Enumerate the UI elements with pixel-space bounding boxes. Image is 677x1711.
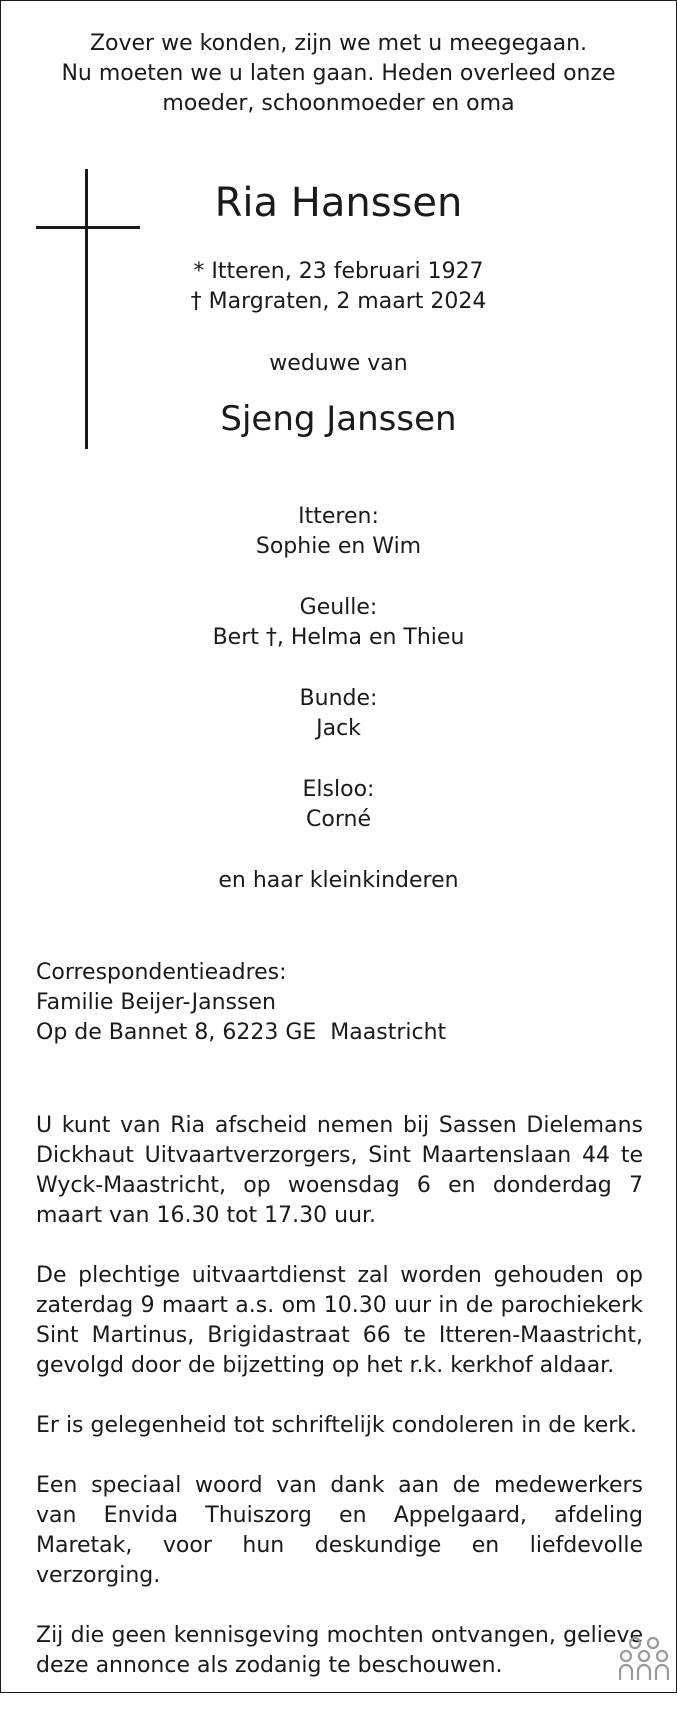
- family-names: Jack: [316, 716, 361, 741]
- family-group: [1, 684, 676, 744]
- condolence-paragraph: Er is gelegenheid tot schriftelijk condoleren in de kerk.: [36, 1413, 638, 1438]
- death-date: † Margraten, 2 maart 2024: [190, 289, 487, 314]
- family-group: [1, 593, 676, 653]
- correspondence-street: Op de Bannet 8, 6223 GE Maastricht: [36, 1020, 447, 1045]
- intro-line: Nu moeten we u laten gaan. Heden overleed onze: [61, 61, 616, 86]
- service-paragraph: De plechtige uitvaartdienst zal worden gehouden op zaterdag 9 maart a.s. om 10.30 uur in de parochiekerk Sint Martinus, Brigidastraat 66 te Itteren-Maastricht, gevolgd door de bijzetting op het r.k. kerkhof aldaar.: [36, 1263, 643, 1378]
- family-names: Bert †, Helma en Thieu: [212, 625, 465, 650]
- intro-line: Zover we konden, zijn we met u meegegaan.: [89, 31, 588, 56]
- funeral-notes: [36, 1111, 643, 1711]
- intro-text: [1, 29, 676, 119]
- life-dates: [1, 257, 676, 317]
- family-place: Bunde:: [299, 686, 378, 711]
- correspondence-label: Correspondentieadres:: [36, 960, 287, 985]
- grandchildren-line: en haar kleinkinderen: [218, 868, 459, 893]
- family-place: Itteren:: [298, 504, 379, 529]
- birth-date: * Itteren, 23 februari 1927: [193, 259, 484, 284]
- people-logo-icon: [619, 1635, 669, 1681]
- notice-paragraph: Zij die geen kennisgeving mochten ontvangen, gelieve deze annonce als zodanig te beschouwen.: [36, 1623, 643, 1678]
- family-group: [1, 775, 676, 835]
- intro-line: moeder, schoonmoeder en oma: [162, 91, 515, 116]
- family-group: [1, 502, 676, 562]
- thanks-paragraph: Een speciaal woord van dank aan de medewerkers van Envida Thuiszorg en Appelgaard, afdeling Maretak, voor hun deskundige en liefdevolle verzorging.: [36, 1473, 643, 1588]
- family-names: Corné: [306, 807, 371, 832]
- family-place: Geulle:: [299, 595, 378, 620]
- correspondence-name: Familie Beijer-Janssen: [36, 990, 276, 1015]
- correspondence-address: [36, 958, 643, 1048]
- family-place: Elsloo:: [302, 777, 375, 802]
- family-list: [1, 502, 676, 896]
- family-names: Sophie en Wim: [255, 534, 422, 559]
- spouse-name: Sjeng Janssen: [220, 399, 457, 439]
- deceased-name: Ria Hanssen: [214, 180, 463, 226]
- viewing-paragraph: U kunt van Ria afscheid nemen bij Sassen Dielemans Dickhaut Uitvaartverzorgers, Sint Maartenslaan 44 te Wyck-Maastricht, op woensdag 6 en donderdag 7 maart van 16.30 tot 17.30 uur.: [36, 1113, 643, 1228]
- widow-label: weduwe van: [269, 351, 408, 376]
